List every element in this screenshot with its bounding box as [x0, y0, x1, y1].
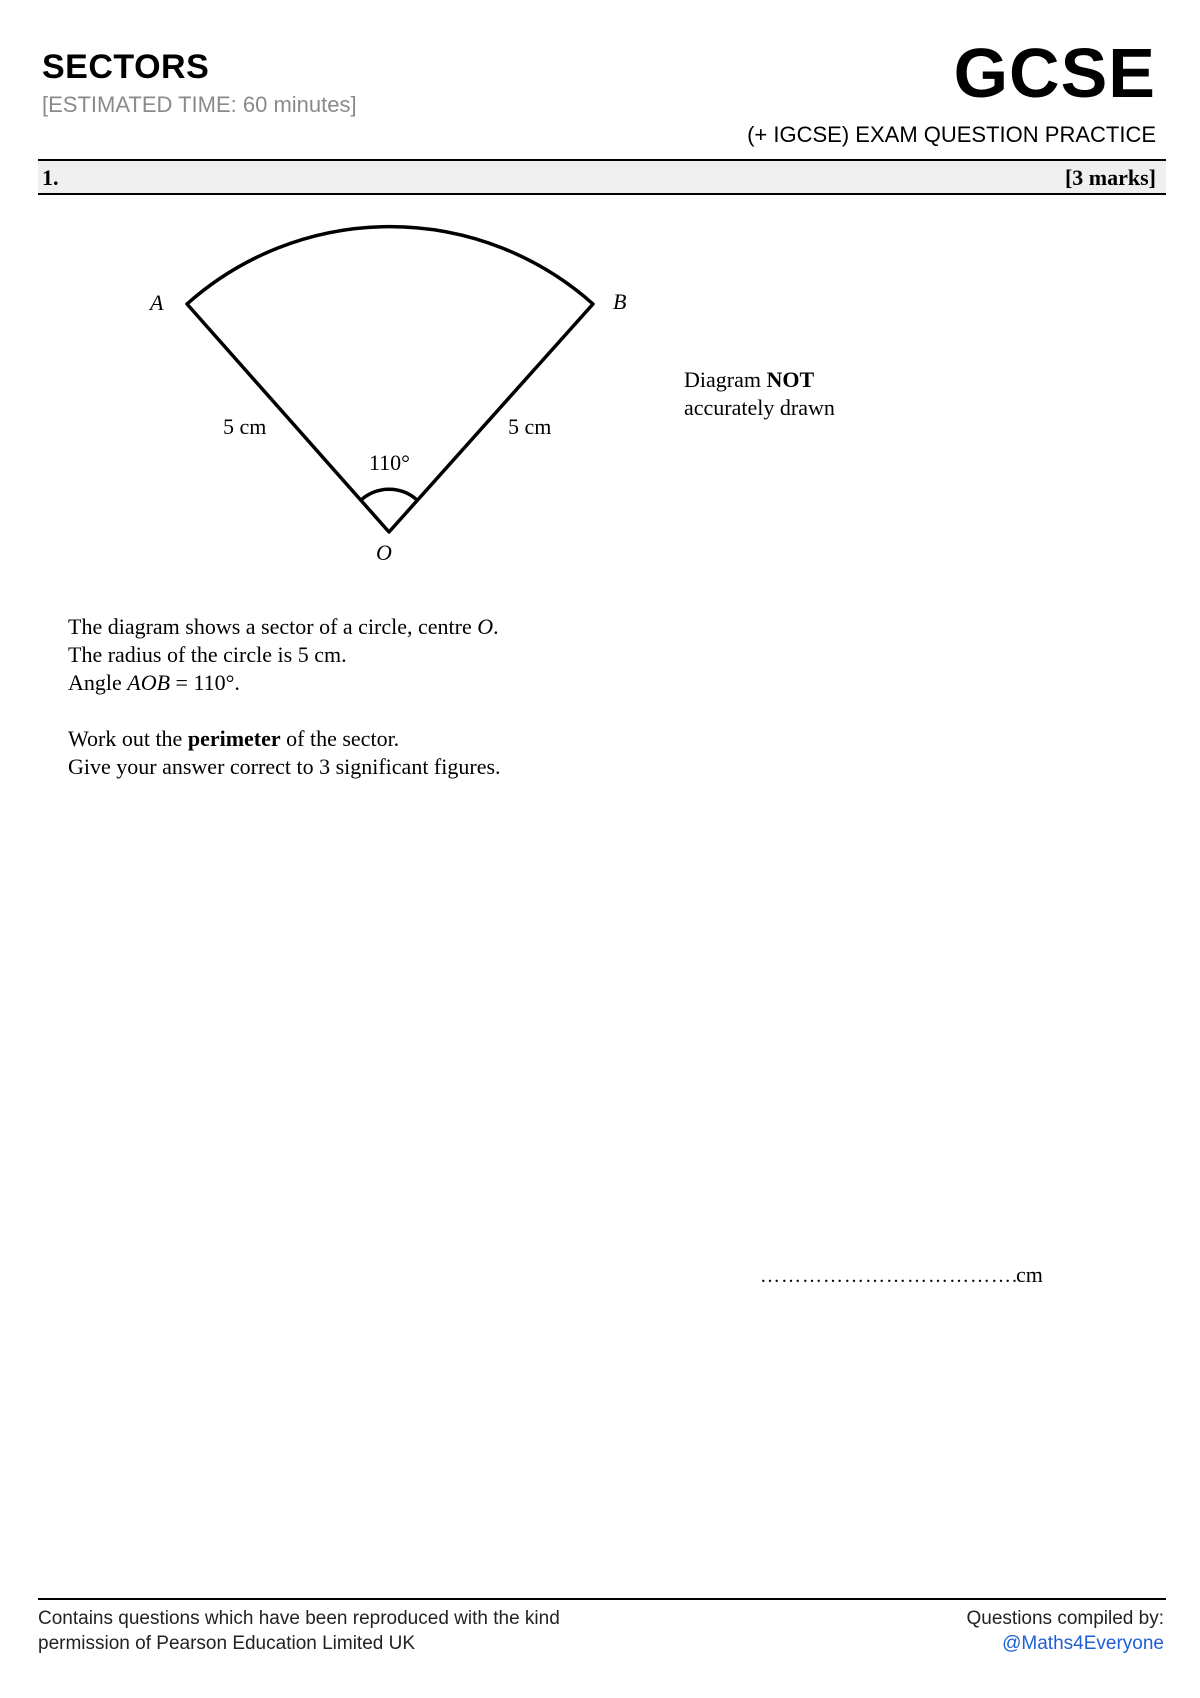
sector-shape — [187, 227, 593, 532]
label-a: A — [150, 290, 164, 315]
question-line-1: The diagram shows a sector of a circle, centre O. — [68, 614, 499, 639]
answer-line[interactable]: ………………………………. — [760, 1265, 1018, 1287]
note-emphasis: NOT — [766, 367, 815, 392]
sector-diagram — [0, 0, 1200, 600]
note-line2: accurately drawn — [684, 395, 835, 420]
estimated-time: [ESTIMATED TIME: 60 minutes] — [42, 92, 357, 117]
question-line-4: Work out the perimeter of the sector. — [68, 726, 400, 751]
worksheet-title: SECTORS — [42, 48, 210, 86]
question-marks: [3 marks] — [1064, 165, 1156, 190]
answer-unit: cm — [1016, 1262, 1043, 1287]
question-number: 1. — [42, 165, 59, 190]
note-prefix: Diagram — [684, 367, 767, 392]
footer-compiler: Questions compiled by: @Maths4Everyone — [966, 1608, 1164, 1654]
footer-credit: Contains questions which have been reproduced with the kind permission of Pearson Education Limited UK — [38, 1608, 560, 1654]
footer-divider — [38, 1598, 1166, 1600]
question-line-2: The radius of the circle is 5 cm. — [68, 642, 347, 667]
compiler-handle-link[interactable]: @Maths4Everyone — [1002, 1633, 1164, 1654]
brand-title: GCSE — [953, 34, 1156, 112]
question-text — [68, 613, 501, 781]
angle-arc — [361, 489, 417, 500]
question-line-5: Give your answer correct to 3 significant figures. — [68, 754, 501, 779]
side-oa-length: 5 cm — [223, 414, 267, 439]
angle-label: 110° — [369, 450, 410, 475]
label-o: O — [376, 540, 392, 565]
worksheet-subtitle: (+ IGCSE) EXAM QUESTION PRACTICE — [747, 122, 1156, 147]
side-ob-length: 5 cm — [508, 414, 552, 439]
diagram-note — [684, 366, 835, 422]
question-line-3: Angle AOB = 110°. — [68, 670, 240, 695]
label-b: B — [613, 289, 627, 314]
